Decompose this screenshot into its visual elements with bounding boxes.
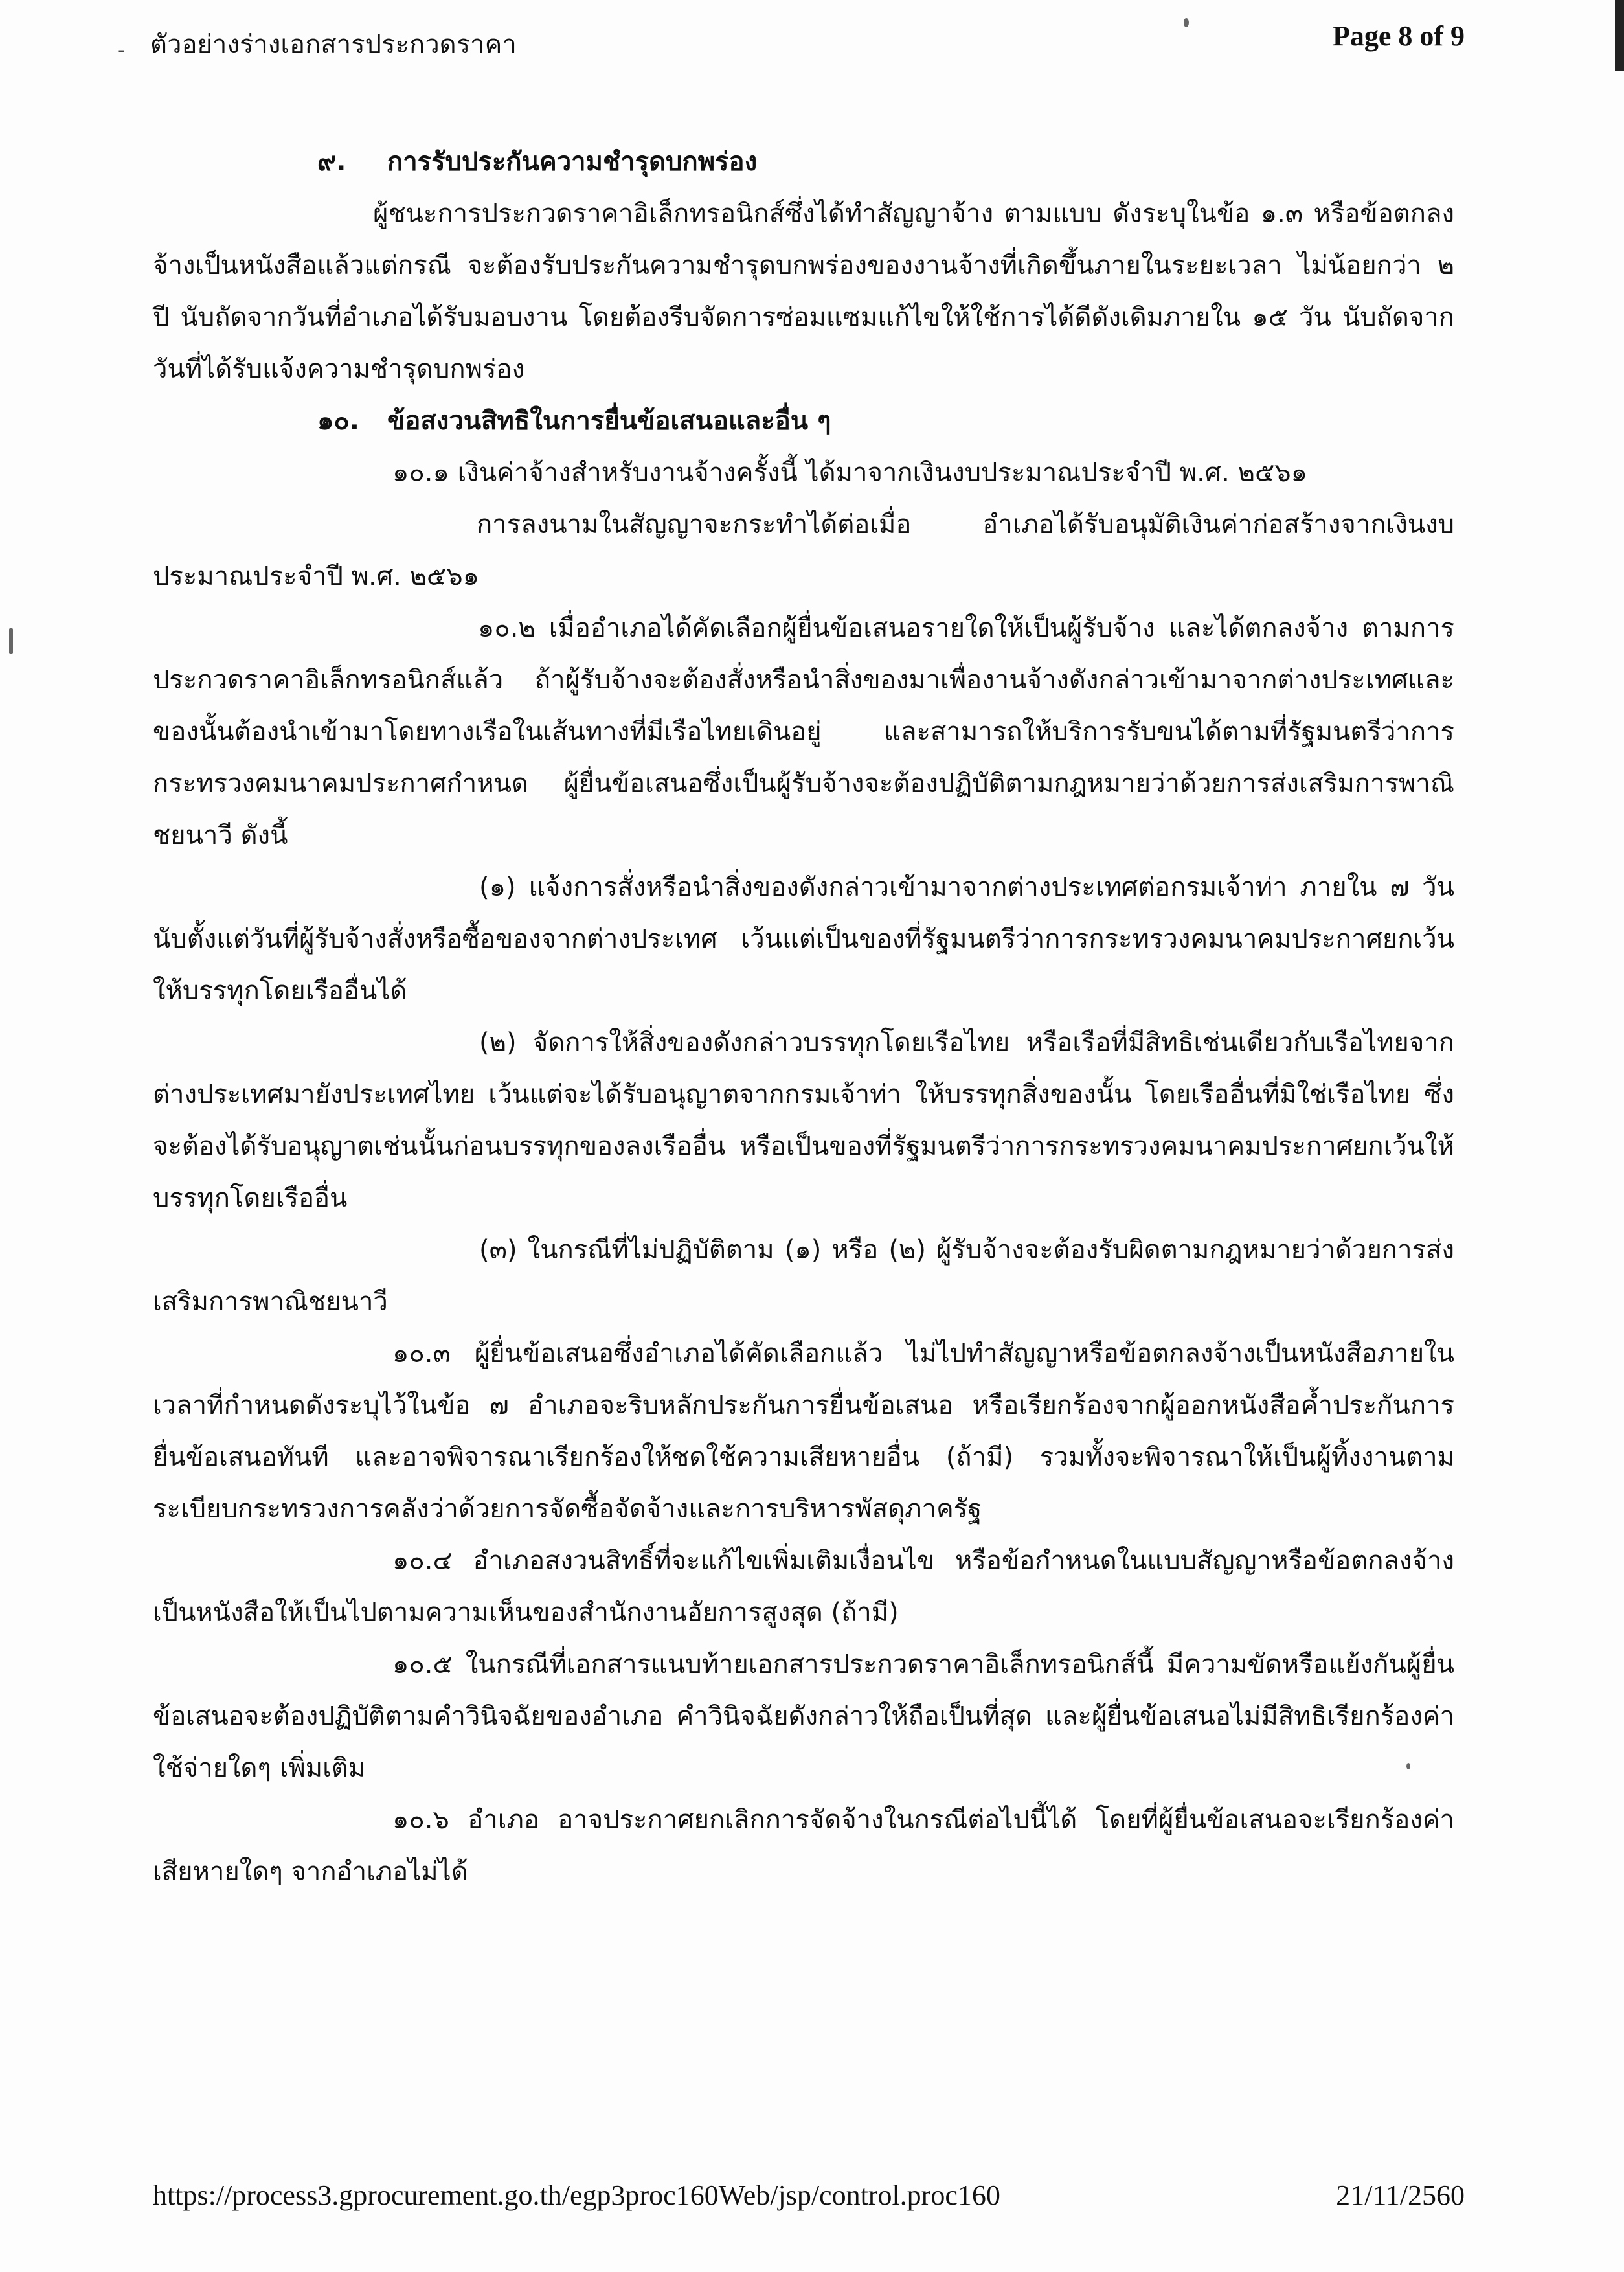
section-9-paragraph: ผู้ชนะการประกวดราคาอิเล็กทรอนิกส์ซึ่งได้ทำสัญญาจ้าง ตามแบบ ดังระบุในข้อ ๑.๓ หรือข้อตกลงจ้างเป็นหนังสือแล้วแต่กรณี จะต้องรับประกันความชำรุดบกพร่องของงานจ้างที่เกิดขึ้นภายในระยะเวลา ไม่น้อยกว่า ๒ ปี นับถัดจากวันที่อำเภอได้รับมอบงาน โดยต้องรีบจัดการซ่อมแซมแก้ไขให้ใช้การได้ดีดังเดิมภายใน ๑๕ วัน นับถัดจากวันที่ได้รับแจ้งความชำรุดบกพร่อง	[153, 199, 1454, 384]
page-number: Page 8 of 9	[1332, 20, 1465, 52]
section-9-heading	[153, 136, 1454, 188]
clause-10-2-item-2: (๒) จัดการให้สิ่งของดังกล่าวบรรทุกโดยเรือไทย หรือเรือที่มีสิทธิเช่นเดียวกับเรือไทยจากต่างประเทศมายังประเทศไทย เว้นแต่จะได้รับอนุญาตจากกรมเจ้าท่า ให้บรรทุกสิ่งของนั้น โดยเรืออื่นที่มิใช่เรือไทย ซึ่งจะต้องได้รับอนุญาตเช่นนั้นก่อนบรรทุกของลงเรืออื่น หรือเป็นของที่รัฐมนตรีว่าการกระทรวงคมนาคมประกาศยกเว้นให้บรรทุกโดยเรืออื่น	[153, 1028, 1454, 1213]
footer-date: 21/11/2560	[1336, 2179, 1465, 2211]
section-9-title: การรับประกันความชำรุดบกพร่อง	[387, 147, 758, 177]
section-9-number: ๙.	[317, 147, 346, 177]
section-10-number: ๑๐.	[317, 406, 359, 436]
header-dash: -	[118, 39, 125, 62]
clause-10-6: ๑๐.๖ อำเภอ อาจประกาศยกเลิกการจัดจ้างในกรณีต่อไปนี้ได้ โดยที่ผู้ยื่นข้อเสนอจะเรียกร้องค่าเสียหายใดๆ จากอำเภอไม่ได้	[153, 1805, 1454, 1887]
scan-speck	[1184, 18, 1189, 27]
clause-10-2-item-3: (๓) ในกรณีที่ไม่ปฏิบัติตาม (๑) หรือ (๒) ผู้รับจ้างจะต้องรับผิดตามกฎหมายว่าด้วยการส่งเสริมการพาณิชยนาวี	[153, 1235, 1454, 1317]
scan-speck	[1406, 1763, 1410, 1769]
section-10-heading	[153, 395, 1454, 447]
section-10-title: ข้อสงวนสิทธิในการยื่นข้อเสนอและอื่น ๆ	[387, 406, 831, 436]
clause-10-5: ๑๐.๕ ในกรณีที่เอกสารแนบท้ายเอกสารประกวดราคาอิเล็กทรอนิกส์นี้ มีความขัดหรือแย้งกันผู้ยื่นข้อเสนอจะต้องปฏิบัติตามคำวินิจฉัยของอำเภอ คำวินิจฉัยดังกล่าวให้ถือเป็นที่สุด และผู้ยื่นข้อเสนอไม่มีสิทธิเรียกร้องค่าใช้จ่ายใดๆ เพิ่มเติม	[153, 1650, 1454, 1783]
clause-10-1-line1: ๑๐.๑ เงินค่าจ้างสำหรับงานจ้างครั้งนี้ ได้มาจากเงินงบประมาณประจำปี พ.ศ. ๒๕๖๑	[392, 458, 1308, 488]
scan-speck	[9, 628, 13, 654]
clause-10-2: ๑๐.๒ เมื่ออำเภอได้คัดเลือกผู้ยื่นข้อเสนอรายใดให้เป็นผู้รับจ้าง และได้ตกลงจ้าง ตามการประกวดราคาอิเล็กทรอนิกส์แล้ว ถ้าผู้รับจ้างจะต้องสั่งหรือนำสิ่งของมาเพื่องานจ้างดังกล่าวเข้ามาจากต่างประเทศและของนั้นต้องนำเข้ามาโดยทางเรือในเส้นทางที่มีเรือไทยเดินอยู่ และสามารถให้บริการรับขนได้ตามที่รัฐมนตรีว่าการกระทรวงคมนาคมประกาศกำหนด ผู้ยื่นข้อเสนอซึ่งเป็นผู้รับจ้างจะต้องปฏิบัติตามกฎหมายว่าด้วยการส่งเสริมการพาณิชยนาวี ดังนี้	[153, 613, 1454, 850]
header-title: ตัวอย่างร่างเอกสารประกวดราคา	[150, 30, 517, 60]
clause-10-1-line2: การลงนามในสัญญาจะกระทำได้ต่อเมื่อ อำเภอได้รับอนุมัติเงินค่าก่อสร้างจากเงินงบประมาณประจำปี พ.ศ. ๒๕๖๑	[153, 510, 1454, 591]
scan-edge-mark	[1615, 0, 1624, 71]
document-body	[153, 136, 1454, 1898]
clause-10-4: ๑๐.๔ อำเภอสงวนสิทธิ์ที่จะแก้ไขเพิ่มเติมเงื่อนไข หรือข้อกำหนดในแบบสัญญาหรือข้อตกลงจ้างเป็นหนังสือให้เป็นไปตามความเห็นของสำนักงานอัยการสูงสุด (ถ้ามี)	[153, 1546, 1454, 1628]
clause-10-3: ๑๐.๓ ผู้ยื่นข้อเสนอซึ่งอำเภอได้คัดเลือกแล้ว ไม่ไปทำสัญญาหรือข้อตกลงจ้างเป็นหนังสือภายในเวลาที่กำหนดดังระบุไว้ในข้อ ๗ อำเภอจะริบหลักประกันการยื่นข้อเสนอ หรือเรียกร้องจากผู้ออกหนังสือค้ำประกันการยื่นข้อเสนอทันที และอาจพิจารณาเรียกร้องให้ชดใช้ความเสียหายอื่น (ถ้ามี) รวมทั้งจะพิจารณาให้เป็นผู้ทิ้งงานตามระเบียบกระทรวงการคลังว่าด้วยการจัดซื้อจัดจ้างและการบริหารพัสดุภาครัฐ	[153, 1339, 1454, 1524]
footer-url: https://process3.gprocurement.go.th/egp3proc160Web/jsp/control.proc160	[153, 2179, 1000, 2211]
clause-10-2-item-1: (๑) แจ้งการสั่งหรือนำสิ่งของดังกล่าวเข้ามาจากต่างประเทศต่อกรมเจ้าท่า ภายใน ๗ วัน นับตั้งแต่วันที่ผู้รับจ้างสั่งหรือซื้อของจากต่างประเทศ เว้นแต่เป็นของที่รัฐมนตรีว่าการกระทรวงคมนาคมประกาศยกเว้นให้บรรทุกโดยเรืออื่นได้	[153, 872, 1454, 1006]
